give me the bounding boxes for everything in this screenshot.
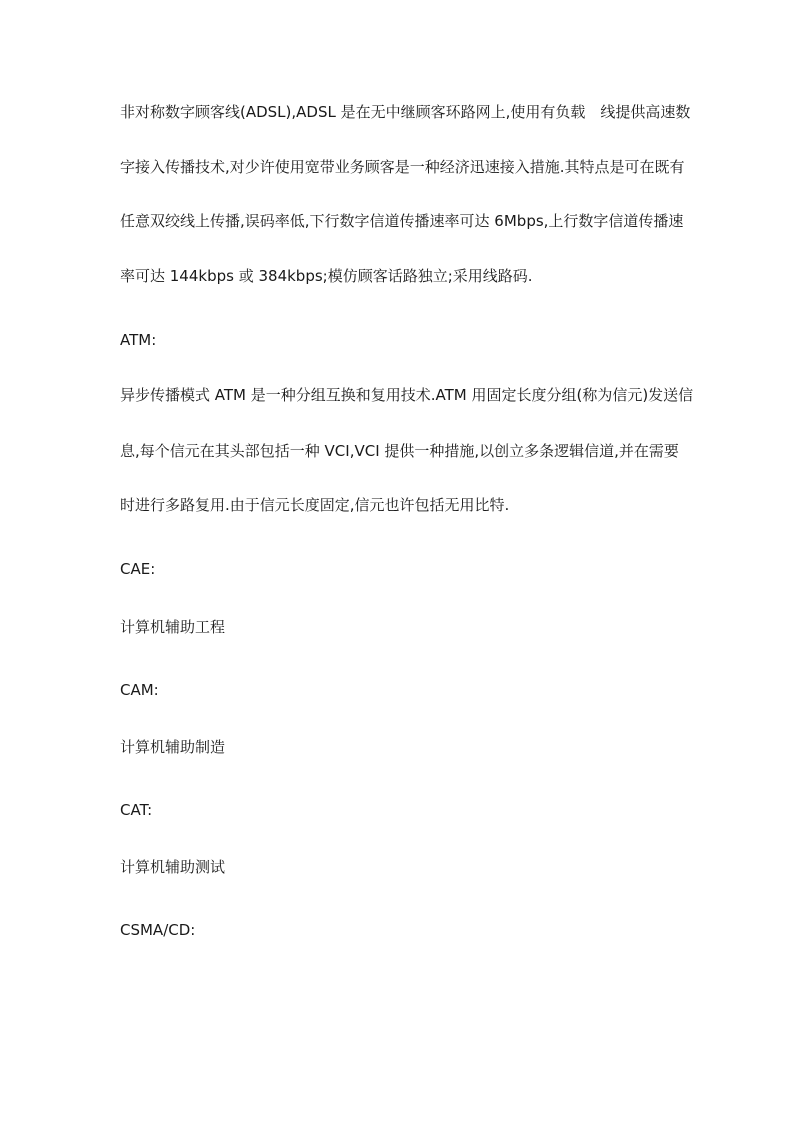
adsl-definition-line-4: 率可达 144kbps 或 384kbps;模仿顾客话路独立;采用线路码. [120, 267, 533, 285]
atm-definition-line-3: 时进行多路复用.由于信元长度固定,信元也许包括无用比特. [120, 496, 510, 514]
cae-term: CAE: [120, 560, 156, 578]
atm-term: ATM: [120, 331, 157, 349]
cat-term: CAT: [120, 801, 153, 819]
cat-definition: 计算机辅助测试 [120, 858, 226, 876]
cae-definition: 计算机辅助工程 [120, 618, 226, 636]
cam-definition: 计算机辅助制造 [120, 738, 226, 756]
adsl-definition-line-3: 任意双绞线上传播,误码率低,下行数字信道传播速率可达 6Mbps,上行数字信道传播速 [120, 212, 684, 230]
cam-term: CAM: [120, 681, 159, 699]
csma-cd-term: CSMA/CD: [120, 921, 196, 939]
atm-definition-line-2: 息,每个信元在其头部包括一种 VCI,VCI 提供一种措施,以创立多条逻辑信道,并在需要 [120, 442, 679, 460]
adsl-definition-line-1: 非对称数字顾客线(ADSL),ADSL 是在无中继顾客环路网上,使用有负载 线提供高速数 [120, 103, 691, 121]
atm-definition-line-1: 异步传播模式 ATM 是一种分组互换和复用技术.ATM 用固定长度分组(称为信元)发送信 [120, 386, 694, 404]
adsl-definition-line-2: 字接入传播技术,对少许使用宽带业务顾客是一种经济迅速接入措施.其特点是可在既有 [120, 158, 685, 176]
